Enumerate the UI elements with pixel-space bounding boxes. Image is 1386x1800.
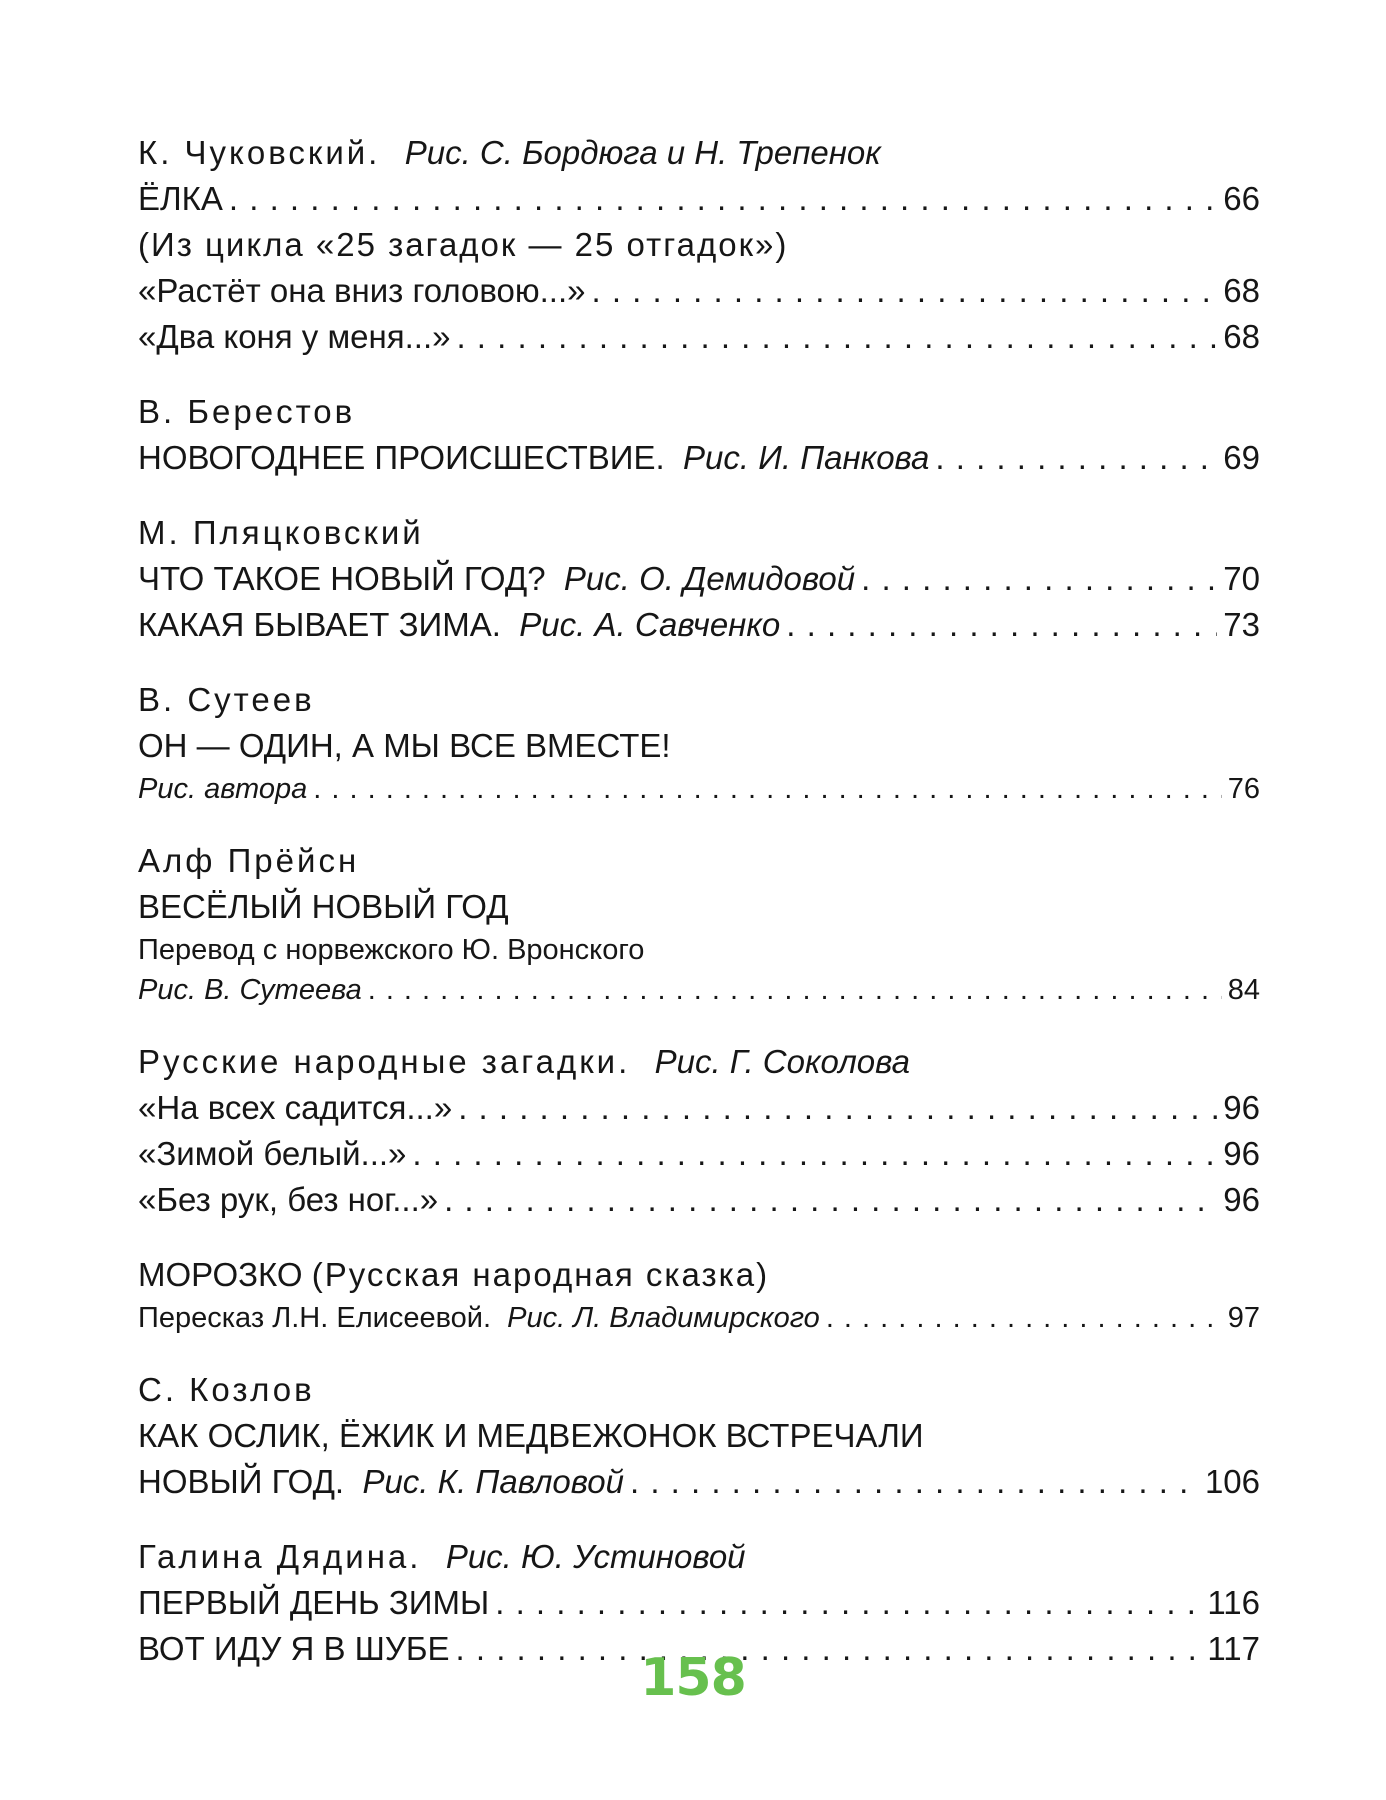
work-title: ВЕСЁЛЫЙ НОВЫЙ ГОД xyxy=(138,888,509,925)
work-title: НОВОГОДНЕЕ ПРОИСШЕСТВИЕ. xyxy=(138,439,665,476)
toc-author-line xyxy=(138,1039,1260,1085)
dot-leader xyxy=(456,314,1217,360)
author-name: В. Сутеев xyxy=(138,681,315,718)
illustrator-credit: Рис. автора xyxy=(138,773,308,805)
work-title: ЧТО ТАКОЕ НОВЫЙ ГОД? xyxy=(138,560,546,597)
toc-author-line xyxy=(138,1534,1260,1580)
toc-section xyxy=(138,1367,1260,1505)
page-reference[interactable]: 84 xyxy=(1227,974,1260,1006)
toc-section xyxy=(138,838,1260,1010)
toc-section xyxy=(138,1039,1260,1223)
author-name: С. Козлов xyxy=(138,1371,315,1408)
toc-title-line xyxy=(138,1413,1260,1459)
toc-title-line[interactable] xyxy=(138,1580,1260,1626)
page-reference[interactable]: 106 xyxy=(1204,1463,1260,1500)
toc-title-line[interactable] xyxy=(138,314,1260,360)
credit-text: Пересказ Л.Н. Елисеевой. xyxy=(138,1302,492,1334)
work-title: КАКАЯ БЫВАЕТ ЗИМА. xyxy=(138,606,501,643)
toc-author-line xyxy=(138,130,1260,176)
dot-leader xyxy=(368,970,1222,1010)
toc-sub-line xyxy=(138,930,1260,970)
dot-leader xyxy=(786,602,1217,648)
illustrator-credit: Рис. Г. Соколова xyxy=(654,1043,911,1080)
author-name: Алф Прёйсн xyxy=(138,842,360,879)
dot-leader xyxy=(861,556,1217,602)
page-reference[interactable]: 117 xyxy=(1207,1630,1260,1667)
toc-section xyxy=(138,130,1260,360)
author-name: К. Чуковский. xyxy=(138,134,381,171)
author-name: Галина Дядина. xyxy=(138,1538,422,1575)
page-reference[interactable]: 70 xyxy=(1223,560,1260,597)
toc-section xyxy=(138,510,1260,648)
toc-section xyxy=(138,389,1260,481)
illustrator-credit: Рис. А. Савченко xyxy=(519,606,781,643)
dot-leader xyxy=(412,1131,1217,1177)
toc-author-line xyxy=(138,510,1260,556)
page-reference[interactable]: 96 xyxy=(1223,1135,1260,1172)
illustrator-credit: Рис. С. Бордюга и Н. Трепенок xyxy=(404,134,881,171)
dot-leader xyxy=(826,1298,1222,1338)
page-reference[interactable]: 66 xyxy=(1223,180,1260,217)
toc-author-line xyxy=(138,1367,1260,1413)
illustrator-credit: Рис. К. Павловой xyxy=(362,1463,624,1500)
page-reference[interactable]: 97 xyxy=(1227,1302,1260,1334)
dot-leader xyxy=(592,268,1218,314)
toc-sub-line[interactable] xyxy=(138,970,1260,1010)
work-title: «На всех садится...» xyxy=(138,1089,453,1126)
illustrator-credit: Рис. И. Панкова xyxy=(683,439,930,476)
credit-text: (Из цикла «25 загадок — 25 отгадок») xyxy=(138,226,789,263)
work-subtitle: (Русская народная сказка) xyxy=(311,1256,770,1293)
page-reference[interactable]: 116 xyxy=(1207,1584,1260,1621)
toc-title-line[interactable] xyxy=(138,268,1260,314)
page-reference[interactable]: 69 xyxy=(1223,439,1260,476)
toc-title-line[interactable] xyxy=(138,602,1260,648)
work-title: ЁЛКА xyxy=(138,180,223,217)
dot-leader xyxy=(229,176,1217,222)
toc-section xyxy=(138,677,1260,809)
work-title: «Два коня у меня...» xyxy=(138,318,451,355)
illustrator-credit: Рис. О. Демидовой xyxy=(563,560,856,597)
toc-title-line[interactable] xyxy=(138,435,1260,481)
work-title: ПЕРВЫЙ ДЕНЬ ЗИМЫ xyxy=(138,1584,490,1621)
dot-leader xyxy=(444,1177,1217,1223)
page-reference[interactable]: 68 xyxy=(1223,318,1260,355)
dot-leader xyxy=(630,1459,1199,1505)
work-title: «Без рук, без ног...» xyxy=(138,1181,439,1218)
work-title: ВОТ ИДУ Я В ШУБЕ xyxy=(138,1630,450,1667)
work-title: МОРОЗКО xyxy=(138,1256,303,1293)
dot-leader xyxy=(495,1580,1201,1626)
illustrator-credit: Рис. Л. Владимирского xyxy=(507,1302,820,1334)
work-title: КАК ОСЛИК, ЁЖИК И МЕДВЕЖОНОК ВСТРЕЧАЛИ xyxy=(138,1417,924,1454)
page-reference[interactable]: 68 xyxy=(1223,272,1260,309)
work-title: ОН — ОДИН, А МЫ ВСЕ ВМЕСТЕ! xyxy=(138,727,671,764)
toc-title-line[interactable] xyxy=(138,1085,1260,1131)
toc-title-line[interactable] xyxy=(138,176,1260,222)
toc-section xyxy=(138,1252,1260,1338)
toc-title-line[interactable] xyxy=(138,1459,1260,1505)
toc-author-line xyxy=(138,838,1260,884)
dot-leader xyxy=(935,435,1217,481)
author-name: Русские народные загадки. xyxy=(138,1043,631,1080)
credit-text: Перевод с норвежского Ю. Вронского xyxy=(138,934,645,966)
illustrator-credit: Рис. В. Сутеева xyxy=(138,974,362,1006)
dot-leader xyxy=(458,1085,1217,1131)
work-title: «Растёт она вниз головою...» xyxy=(138,272,586,309)
toc-title-line[interactable] xyxy=(138,556,1260,602)
page-number: 158 xyxy=(640,1648,746,1708)
toc-title-line[interactable] xyxy=(138,1131,1260,1177)
toc-title-line xyxy=(138,1252,1260,1298)
toc-title-line xyxy=(138,884,1260,930)
work-title: НОВЫЙ ГОД. xyxy=(138,1463,345,1500)
page-reference[interactable]: 96 xyxy=(1223,1181,1260,1218)
author-name: В. Берестов xyxy=(138,393,356,430)
toc-sub-line[interactable] xyxy=(138,769,1260,809)
toc-note-line xyxy=(138,222,1260,268)
page-reference[interactable]: 76 xyxy=(1227,773,1260,805)
toc-title-line xyxy=(138,723,1260,769)
page-reference[interactable]: 96 xyxy=(1223,1089,1260,1126)
dot-leader xyxy=(313,769,1221,809)
toc-title-line[interactable] xyxy=(138,1177,1260,1223)
page-reference[interactable]: 73 xyxy=(1223,606,1260,643)
toc-author-line xyxy=(138,677,1260,723)
illustrator-credit: Рис. Ю. Устиновой xyxy=(445,1538,746,1575)
toc-sub-line[interactable] xyxy=(138,1298,1260,1338)
author-name: М. Пляцковский xyxy=(138,514,424,551)
work-title: «Зимой белый...» xyxy=(138,1135,407,1172)
table-of-contents xyxy=(138,130,1260,1701)
toc-author-line xyxy=(138,389,1260,435)
